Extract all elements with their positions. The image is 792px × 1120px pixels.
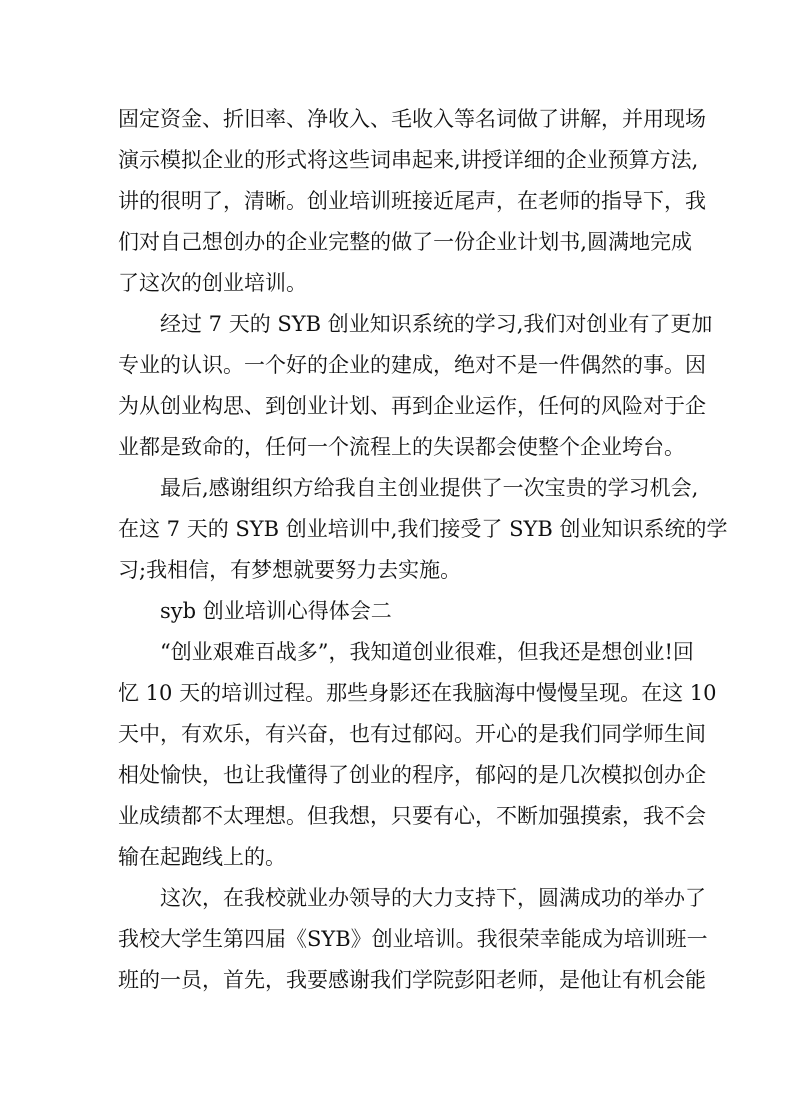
text-line: 固定资金、折旧率、净收入、毛收入等名词做了讲解，并用现场 — [118, 107, 706, 131]
text-line: 习;我相信，有梦想就要努力去实施。 — [118, 558, 462, 582]
text-line: syb 创业培训心得体会二 — [160, 599, 392, 623]
text-line: 业都是致命的，任何一个流程上的失误都会使整个企业垮台。 — [118, 435, 685, 459]
text-line: 们对自己想创办的企业完整的做了一份企业计划书,圆满地完成 — [118, 230, 692, 254]
text-line: 演示模拟企业的形式将这些词串起来,讲授详细的企业预算方法, — [118, 148, 699, 172]
text-line: 在这 7 天的 SYB 创业培训中,我们接受了 SYB 创业知识系统的学 — [118, 517, 728, 541]
paragraph — [118, 632, 717, 878]
document-page — [118, 99, 728, 1001]
text-line: 相处愉快，也让我懂得了创业的程序，郁闷的是几次模拟创办企 — [118, 763, 706, 787]
text-line: 专业的认识。一个好的企业的建成，绝对不是一件偶然的事。因 — [118, 353, 706, 377]
text-line: 业成绩都不太理想。但我想，只要有心，不断加强摸索，我不会 — [118, 804, 706, 828]
section-heading — [118, 591, 692, 632]
text-line: 我校大学生第四届《SYB》创业培训。我很荣幸能成为培训班一 — [118, 927, 708, 951]
text-line: 讲的很明了，清晰。创业培训班接近尾声，在老师的指导下，我 — [118, 189, 706, 213]
text-line: 经过 7 天的 SYB 创业知识系统的学习,我们对创业有了更加 — [160, 312, 713, 336]
paragraph — [118, 99, 706, 304]
paragraph — [118, 304, 713, 468]
text-line: 班的一员，首先，我要感谢我们学院彭阳老师，是他让有机会能 — [118, 968, 706, 992]
text-line: 了这次的创业培训。 — [118, 271, 307, 295]
text-line: 天中，有欢乐，有兴奋，也有过郁闷。开心的是我们同学师生间 — [118, 722, 706, 746]
paragraph — [118, 878, 708, 1001]
text-line: 输在起跑线上的。 — [118, 845, 286, 869]
text-line: 忆 10 天的培训过程。那些身影还在我脑海中慢慢呈现。在这 10 — [118, 681, 717, 705]
text-line: 最后,感谢组织方给我自主创业提供了一次宝贵的学习机会, — [160, 476, 699, 500]
paragraph — [118, 468, 728, 591]
text-line: 为从创业构思、到创业计划、再到企业运作，任何的风险对于企 — [118, 394, 706, 418]
text-line: 这次，在我校就业办领导的大力支持下，圆满成功的举办了 — [160, 886, 706, 910]
text-line: “创业艰难百战多”，我知道创业很难，但我还是想创业!回 — [160, 640, 694, 664]
